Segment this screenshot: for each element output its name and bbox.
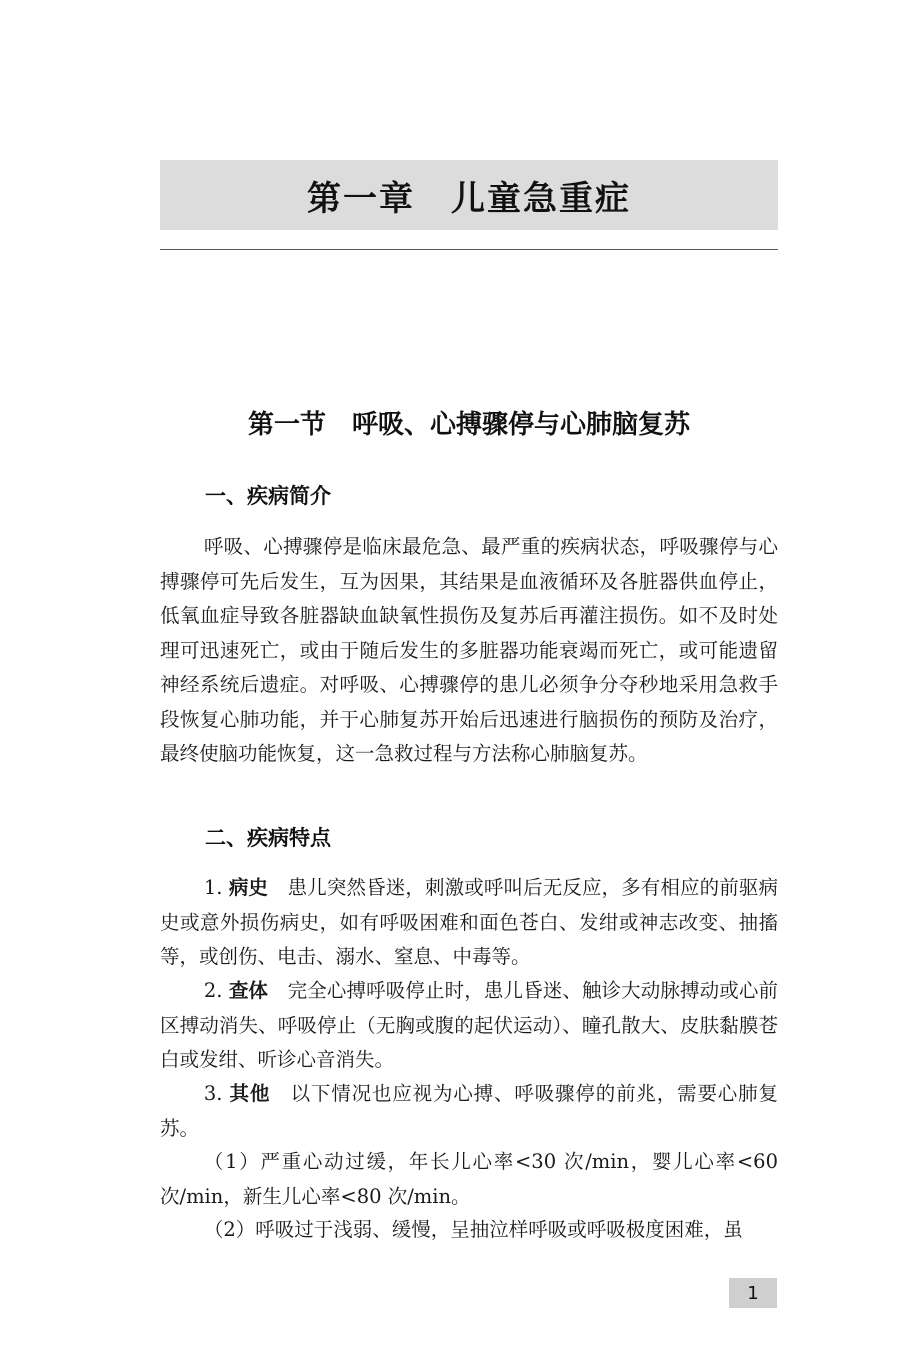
chapter-banner	[160, 160, 778, 230]
item-number: 1.	[203, 876, 223, 899]
item-text: 患儿突然昏迷，刺激或呼叫后无反应，多有相应的前驱病史或意外损伤病史，如有呼吸困难和面色苍白、发绀或神志改变、抽搐等，或创伤、电击、溺水、窒息、中毒等。	[160, 876, 778, 968]
item-text: 以下情况也应视为心搏、呼吸骤停的前兆，需要心肺复苏。	[160, 1082, 778, 1140]
page-number-label: 1	[747, 1282, 759, 1304]
chapter-title: 第一章 儿童急重症	[307, 178, 631, 219]
item-text: 完全心搏呼吸停止时，患儿昏迷、触诊大动脉搏动或心前区搏动消失、呼吸停止（无胸或腹的起伏运动）、瞳孔散大、皮肤黏膜苍白或发绀、听诊心音消失。	[160, 979, 778, 1071]
chapter-divider	[160, 249, 778, 250]
item-term: 其他	[229, 1082, 271, 1105]
heading-disease-intro: 一、疾病简介	[205, 484, 331, 508]
feature-item-exam	[160, 974, 778, 1078]
subitem-bradycardia: （1）严重心动过缓，年长儿心率<30 次/min，婴儿心率<60 次/min，新生儿心率<80 次/min。	[160, 1150, 778, 1208]
section-title: 第一节 呼吸、心搏骤停与心肺脑复苏	[247, 410, 690, 440]
intro-paragraph: 呼吸、心搏骤停是临床最危急、最严重的疾病状态，呼吸骤停与心搏骤停可先后发生，互为因果，其结果是血液循环及各脏器供血停止，低氧血症导致各脏器缺血缺氧性损伤及复苏后再灌注损伤。如不及时处理可迅速死亡，或由于随后发生的多脏器功能衰竭而死亡，或可能遗留神经系统后遗症。对呼吸、心搏骤停的患儿必须争分夺秒地采用急救手段恢复心肺功能，并于心肺复苏开始后迅速进行脑损伤的预防及治疗，最终使脑功能恢复，这一急救过程与方法称心肺脑复苏。	[160, 535, 778, 765]
item-number: 2.	[203, 979, 223, 1002]
item-term: 查体	[228, 979, 269, 1002]
item-number: 3.	[203, 1082, 223, 1105]
heading-disease-features: 二、疾病特点	[205, 826, 331, 850]
page-number	[729, 1278, 777, 1308]
item-term: 病史	[228, 876, 269, 899]
subitem-breathing: （2）呼吸过于浅弱、缓慢，呈抽泣样呼吸或呼吸极度困难，虽	[203, 1218, 743, 1241]
feature-item-history	[160, 871, 778, 975]
feature-item-other	[160, 1077, 778, 1146]
